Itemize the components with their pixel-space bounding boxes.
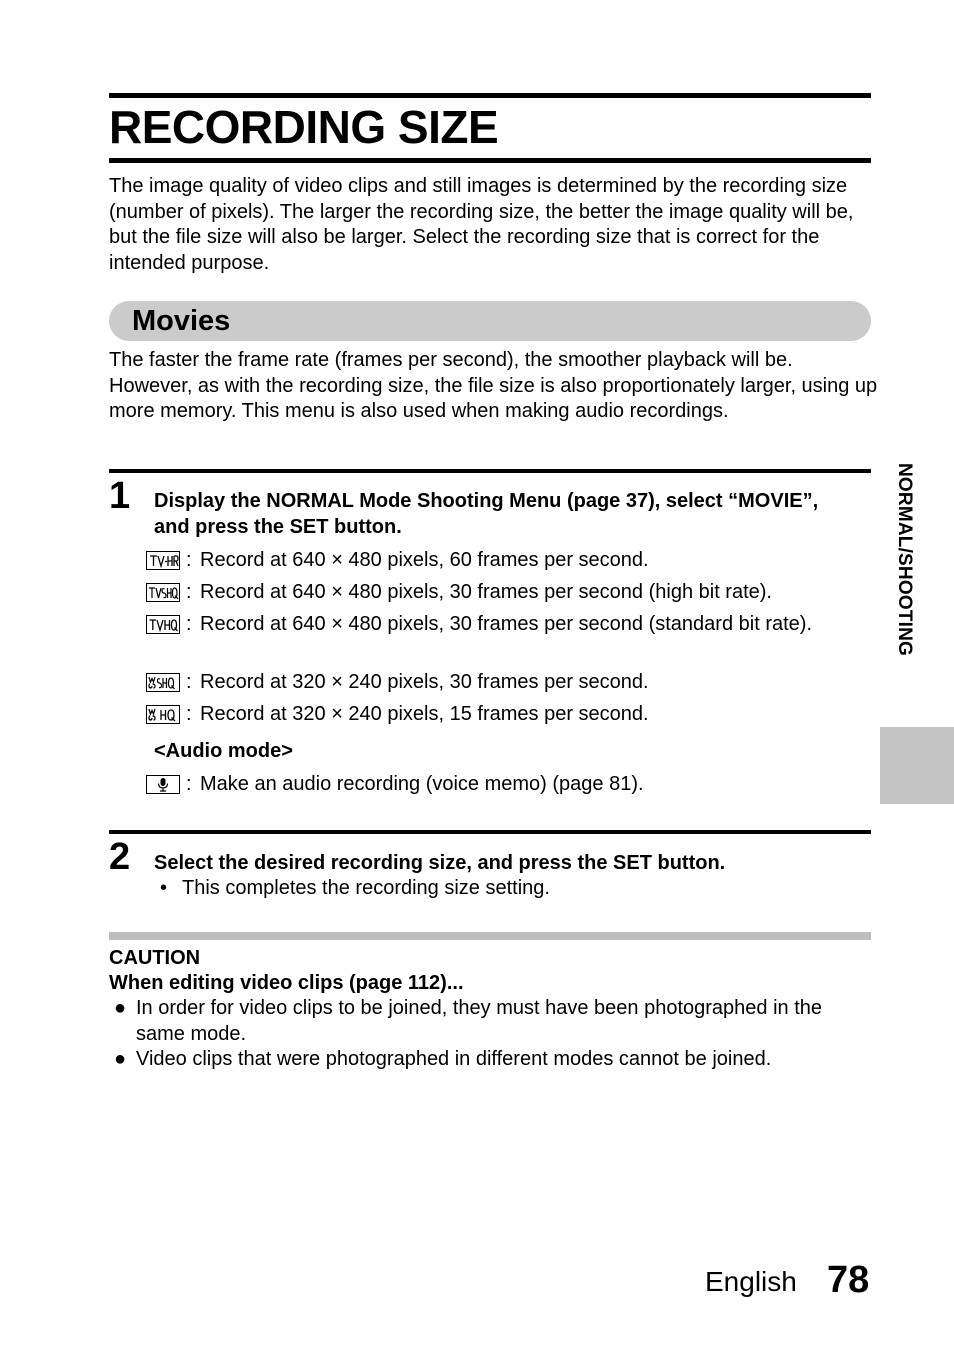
title-bottom-rule bbox=[109, 158, 871, 163]
movies-heading: Movies bbox=[132, 305, 231, 337]
caution-item bbox=[114, 996, 874, 1047]
step1-rule bbox=[109, 469, 871, 473]
bullet: ● bbox=[114, 1048, 127, 1070]
movies-heading-bar bbox=[109, 301, 871, 341]
footer-language: English bbox=[705, 1266, 797, 1297]
step2-note bbox=[160, 875, 550, 901]
title-top-rule bbox=[109, 93, 871, 98]
option-audio bbox=[146, 771, 866, 797]
option-colon: : bbox=[186, 703, 192, 725]
option-text: Record at 640 × 480 pixels, 60 frames per second. bbox=[200, 549, 649, 571]
option-colon: : bbox=[186, 773, 192, 795]
intro-paragraph: The image quality of video clips and still images is determined by the recording size (number of pixels). The larger the recording size, the better the image quality will be, but the file size will also be larger. Select the recording size that is correct for the intended purpose. bbox=[109, 175, 854, 274]
step2-number: 2 bbox=[109, 836, 131, 878]
option-text: Record at 320 × 240 pixels, 30 frames per second. bbox=[200, 671, 649, 693]
page-title: RECORDING SIZE bbox=[109, 101, 499, 153]
caution-heading: CAUTION bbox=[109, 947, 201, 969]
caution-item-text: Video clips that were photographed in different modes cannot be joined. bbox=[136, 1048, 772, 1070]
bullet: ● bbox=[114, 997, 127, 1019]
option-tv-hq bbox=[146, 611, 866, 663]
tv-hr-icon bbox=[146, 551, 180, 570]
option-web-shq bbox=[146, 669, 866, 695]
tv-hq-icon bbox=[146, 615, 180, 634]
option-text: Record at 640 × 480 pixels, 30 frames per second (high bit rate). bbox=[200, 581, 772, 603]
option-colon: : bbox=[186, 581, 192, 603]
step1-number: 1 bbox=[109, 475, 131, 517]
caution-item-text: In order for video clips to be joined, they must have been photographed in the same mode. bbox=[136, 997, 823, 1045]
step2-rule bbox=[109, 830, 871, 834]
tv-shq-icon bbox=[146, 583, 180, 602]
option-text: Record at 320 × 240 pixels, 15 frames per second. bbox=[200, 703, 649, 725]
side-tab-block bbox=[880, 727, 954, 804]
option-colon: : bbox=[186, 549, 192, 571]
caution-rule bbox=[109, 932, 871, 940]
option-text: Make an audio recording (voice memo) (page 81). bbox=[200, 773, 644, 795]
option-colon: : bbox=[186, 613, 192, 635]
microphone-icon bbox=[146, 775, 180, 794]
caution-subheading: When editing video clips (page 112)... bbox=[109, 972, 464, 994]
option-colon: : bbox=[186, 671, 192, 693]
audio-mode-heading: <Audio mode> bbox=[154, 740, 293, 762]
step1-title: Display the NORMAL Mode Shooting Menu (page 37), select “MOVIE”, and press the SET button. bbox=[154, 490, 819, 538]
option-web-hq bbox=[146, 701, 866, 727]
option-tv-hr bbox=[146, 547, 866, 573]
caution-item bbox=[114, 1047, 874, 1073]
web-shq-icon bbox=[146, 673, 180, 692]
side-tab-label: NORMAL/SHOOTING bbox=[894, 463, 915, 656]
step2-note-text: This completes the recording size setting. bbox=[182, 877, 550, 899]
web-hq-icon bbox=[146, 705, 180, 724]
bullet: • bbox=[160, 877, 168, 899]
movies-paragraph: The faster the frame rate (frames per second), the smoother playback will be. However, as with the recording size, the file size is also proportionately larger, using up more memory. This menu is also used when making audio recordings. bbox=[109, 349, 878, 422]
step2-title: Select the desired recording size, and press the SET button. bbox=[154, 852, 726, 874]
option-tv-shq bbox=[146, 579, 866, 605]
option-text: Record at 640 × 480 pixels, 30 frames per second (standard bit rate). bbox=[200, 613, 813, 635]
page-number: 78 bbox=[827, 1259, 870, 1301]
